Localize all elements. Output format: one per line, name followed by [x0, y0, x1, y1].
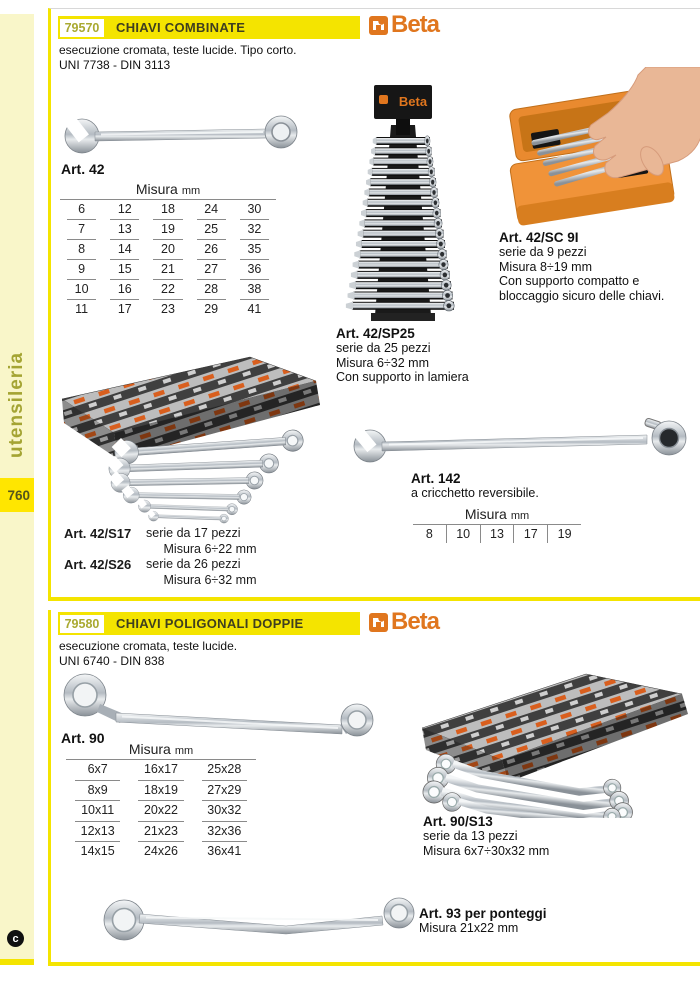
article-label: Art. 42/SC 9I	[499, 230, 579, 245]
size-table-header	[66, 741, 256, 760]
size-cell: 20	[153, 240, 182, 260]
beta-logo-word: Beta	[391, 608, 440, 635]
size-cell: 10	[446, 525, 480, 543]
caption-line: serie da 9 pezzi	[499, 245, 587, 259]
ratchet-wrench-photo	[345, 414, 700, 472]
art42-series-captions	[64, 526, 274, 588]
art142-size-table	[413, 506, 581, 543]
art93-caption	[419, 906, 547, 936]
caption-line: a cricchetto reversibile.	[411, 486, 539, 500]
caption-line: serie da 26 pezzi	[146, 557, 241, 571]
size-cell: 8	[67, 240, 96, 260]
size-cell: 29	[204, 302, 219, 316]
beta-logo-word: Beta	[391, 11, 440, 38]
size-cell: 19	[153, 220, 182, 240]
size-table-grid	[60, 200, 276, 319]
size-cell: 21x23	[138, 822, 183, 843]
art42-size-table	[60, 181, 276, 319]
article-label: Art. 42/S26	[64, 557, 132, 572]
size-cell: 25x28	[202, 760, 247, 781]
description-line: esecuzione cromata, teste lucide.	[59, 639, 238, 653]
size-cell: 16x17	[138, 760, 183, 781]
series-row	[64, 557, 274, 573]
size-cell: 10x11	[75, 801, 120, 822]
size-cell: 14	[110, 240, 139, 260]
size-cell: 9	[67, 260, 96, 280]
sidebar	[0, 14, 34, 965]
caption-line: Misura 6x7÷30x32 mm	[423, 843, 550, 858]
size-cell: 18	[153, 200, 182, 220]
size-cell: 15	[110, 260, 139, 280]
article-label: Art. 90/S13	[423, 814, 493, 829]
size-cell: 12	[110, 200, 139, 220]
size-cell: 30	[240, 200, 269, 220]
wrench-set-box-photo	[54, 347, 339, 529]
size-cell: 18x19	[138, 781, 183, 802]
size-cell: 27x29	[202, 781, 247, 802]
size-cell: 10	[67, 280, 96, 300]
sidebar-category-label: utensileria	[6, 351, 27, 459]
size-cell: 36	[240, 260, 269, 280]
size-cell: 14x15	[80, 844, 115, 858]
article-label: Art. 142	[411, 471, 461, 486]
size-table-unit: mm	[510, 510, 530, 522]
caption-line: serie da 13 pezzi	[423, 829, 518, 843]
section-description	[59, 639, 237, 669]
section-chiavi-poligonali	[48, 610, 700, 966]
size-cell: 13	[480, 525, 514, 543]
size-cell: 7	[67, 220, 96, 240]
size-cell: 8	[425, 527, 433, 541]
article-label: Art. 42/S17	[64, 526, 132, 541]
size-table-grid	[66, 760, 256, 862]
size-cell: 19	[547, 525, 581, 543]
section-code: 79570	[60, 19, 104, 37]
beta-logo-icon	[369, 613, 388, 632]
size-cell: 22	[153, 280, 182, 300]
size-cell: 21	[153, 260, 182, 280]
size-table-title: Misura	[135, 181, 178, 197]
description-line: esecuzione cromata, teste lucide. Tipo corto.	[59, 43, 297, 57]
article-label: Art. 42	[61, 161, 105, 177]
copyright-icon: c	[7, 930, 24, 947]
caption-line: serie da 17 pezzi	[146, 526, 241, 540]
size-cell: 20x22	[138, 801, 183, 822]
caption-line: Misura 6÷32 mm	[163, 572, 257, 587]
section-header-bar	[58, 612, 360, 635]
art42sc9i-caption	[499, 230, 664, 303]
size-cell: 30x32	[202, 801, 247, 822]
section-chiavi-combinate	[48, 8, 700, 601]
beta-logo	[369, 13, 439, 37]
series-row	[64, 542, 274, 558]
size-table-title: Misura	[464, 506, 507, 522]
section-code: 79580	[60, 615, 104, 633]
combination-wrench-photo	[55, 105, 303, 169]
section-title: CHIAVI POLIGONALI DOPPIE	[116, 616, 304, 631]
size-cell: 25	[197, 220, 226, 240]
article-label: Art. 42/SP25	[336, 326, 415, 341]
size-cell: 6	[67, 200, 96, 220]
section-title: CHIAVI COMBINATE	[116, 20, 246, 35]
page-number-tab: 760	[0, 478, 34, 512]
size-table-title: Misura	[128, 741, 171, 757]
size-cell: 41	[247, 302, 262, 316]
section-header-bar	[58, 16, 360, 39]
size-table-unit: mm	[174, 745, 194, 757]
size-cell: 17	[117, 302, 132, 316]
art142-caption	[411, 471, 539, 501]
size-cell: 35	[240, 240, 269, 260]
art42sp25-caption	[336, 326, 469, 385]
art90-size-table	[66, 741, 256, 862]
caption-line: Misura 6÷32 mm	[336, 355, 429, 370]
size-cell: 12x13	[75, 822, 120, 843]
size-cell: 36x41	[207, 844, 242, 858]
double-wrench-set-box-photo	[406, 668, 698, 818]
size-cell: 38	[240, 280, 269, 300]
caption-line: Misura 8÷19 mm	[499, 259, 592, 274]
size-cell: 32x36	[202, 822, 247, 843]
caption-line: Misura 6÷22 mm	[163, 541, 257, 556]
size-table-row	[413, 525, 581, 543]
size-cell: 28	[197, 280, 226, 300]
size-cell: 26	[197, 240, 226, 260]
caption-line: serie da 25 pezzi	[336, 341, 431, 355]
size-table-unit: mm	[181, 185, 201, 197]
section-description	[59, 43, 296, 73]
wrench-stand-photo	[341, 85, 465, 327]
description-line: UNI 7738 - DIN 3113	[59, 58, 171, 72]
description-line: UNI 6740 - DIN 838	[59, 654, 165, 668]
caption-line: bloccaggio sicuro delle chiavi.	[499, 288, 665, 303]
size-cell: 27	[197, 260, 226, 280]
size-cell: 24	[197, 200, 226, 220]
size-table-header	[413, 506, 581, 525]
size-cell: 24x26	[143, 844, 179, 858]
size-cell: 11	[75, 302, 89, 316]
series-row	[64, 526, 274, 542]
article-label: Art. 90	[61, 730, 105, 746]
scaffolding-wrench-photo	[86, 882, 431, 950]
article-label: Art. 93 per ponteggi	[419, 906, 547, 921]
size-cell: 6x7	[75, 760, 120, 781]
size-cell: 17	[513, 525, 547, 543]
size-cell: 13	[110, 220, 139, 240]
size-cell: 23	[161, 302, 175, 316]
series-row	[64, 573, 274, 589]
size-cell: 16	[110, 280, 139, 300]
size-cell: 32	[240, 220, 269, 240]
art90s13-caption	[423, 814, 549, 858]
size-cell: 8x9	[75, 781, 120, 802]
size-table-header	[60, 181, 276, 200]
beta-logo	[369, 610, 439, 634]
caption-line: Misura 21x22 mm	[419, 921, 519, 935]
hand-with-wrench-set-photo	[488, 67, 700, 231]
stand-brand-text: Beta	[398, 94, 428, 109]
beta-logo-icon	[369, 16, 388, 35]
caption-line: Con supporto in lamiera	[336, 370, 469, 384]
caption-line: Con supporto compatto e	[499, 274, 640, 288]
